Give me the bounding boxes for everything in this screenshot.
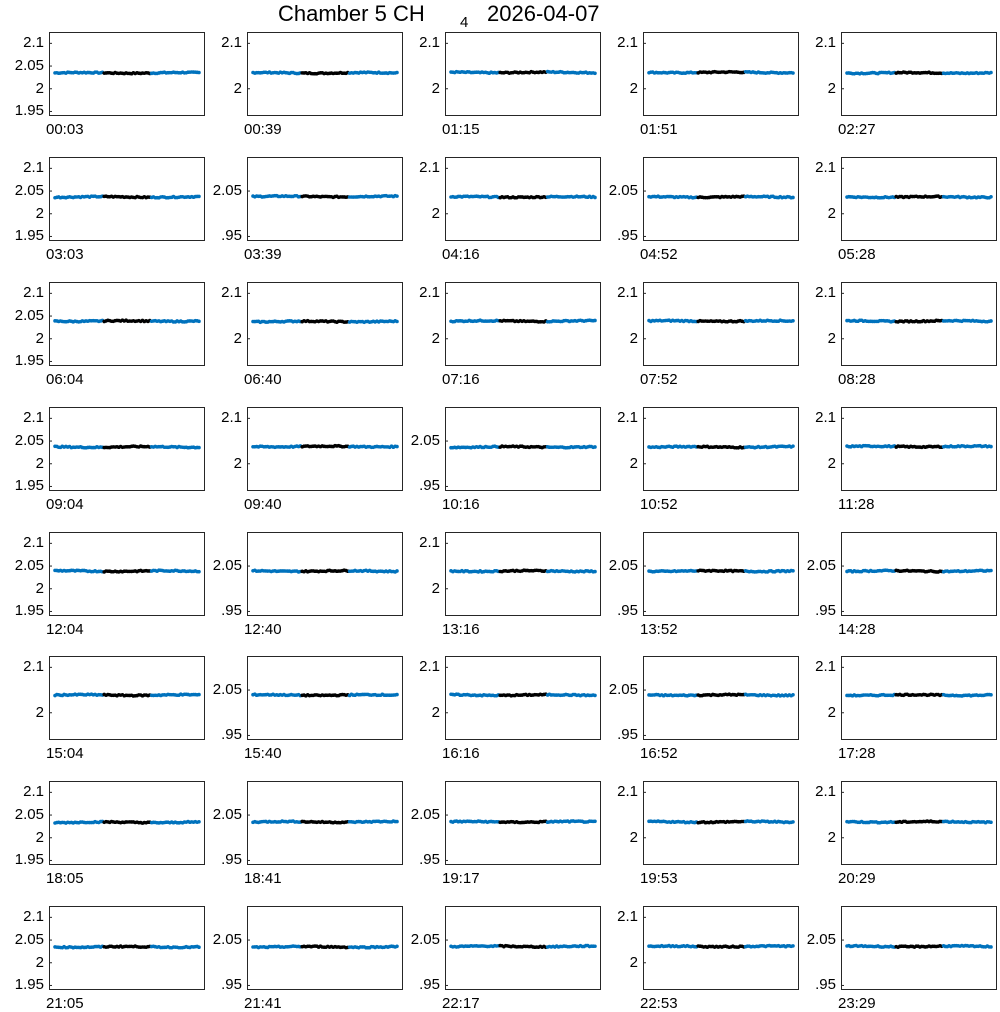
- subplot-axes: [643, 157, 799, 241]
- subplot-panel: [445, 157, 601, 241]
- y-tick-label: 2.1: [815, 34, 836, 52]
- subplot-axes: [49, 407, 205, 491]
- y-tick-label: .95: [815, 602, 836, 620]
- subplot-axes: [247, 656, 403, 740]
- subplot-panel: [841, 906, 997, 990]
- subplot-axes: [49, 906, 205, 990]
- data-point: [395, 71, 399, 75]
- y-tick-label: 2.1: [815, 409, 836, 427]
- subplot-time-label: 20:29: [838, 870, 876, 887]
- axes-frame: [842, 408, 997, 491]
- data-point: [989, 71, 993, 75]
- subplot-time-label: 01:51: [640, 121, 678, 138]
- y-tick-label: 2.1: [23, 159, 44, 177]
- data-point: [593, 445, 597, 449]
- data-point: [791, 444, 795, 448]
- subplot-time-label: 12:40: [244, 621, 282, 638]
- subplot-axes: [841, 656, 997, 740]
- subplot-axes: [49, 282, 205, 366]
- subplot-panel: [247, 656, 403, 740]
- subplot-panel: [643, 532, 799, 616]
- data-point: [593, 72, 597, 76]
- y-tick-label: 2.1: [617, 284, 638, 302]
- title-subscript: 4: [460, 14, 469, 31]
- subplot-panel: [841, 407, 997, 491]
- y-tick-label: 2: [629, 828, 638, 846]
- subplot-axes: [49, 532, 205, 616]
- y-tick-label: 2.1: [815, 658, 836, 676]
- axes-frame: [248, 158, 403, 241]
- y-tick-label: 2: [827, 204, 836, 222]
- y-tick-label: 2.05: [212, 806, 242, 824]
- y-tick-label: 2.05: [410, 432, 440, 450]
- subplot-time-label: 00:39: [244, 121, 282, 138]
- y-tick-label: 2.05: [608, 681, 638, 699]
- data-point: [989, 945, 993, 949]
- subplot-panel: [247, 781, 403, 865]
- subplot-axes: [643, 656, 799, 740]
- subplot-axes: [49, 656, 205, 740]
- subplot-time-label: 04:16: [442, 246, 480, 263]
- data-point: [593, 944, 597, 948]
- subplot-axes: [247, 32, 403, 116]
- axes-frame: [446, 533, 601, 616]
- axes-frame: [248, 283, 403, 366]
- subplot-time-label: 15:04: [46, 745, 84, 762]
- y-tick-label: 2.1: [23, 908, 44, 926]
- subplot-axes: [643, 781, 799, 865]
- subplot-panel: [49, 157, 205, 241]
- y-tick-label: 2.05: [806, 557, 836, 575]
- y-tick-label: 2: [431, 579, 440, 597]
- y-tick-label: 2: [827, 828, 836, 846]
- subplot-panel: [841, 532, 997, 616]
- subplot-time-label: 17:28: [838, 745, 876, 762]
- subplot-panel: [841, 781, 997, 865]
- subplot-time-label: 19:17: [442, 870, 480, 887]
- subplot-axes: [841, 532, 997, 616]
- y-tick-label: .95: [221, 227, 242, 245]
- y-tick-label: 2.05: [410, 806, 440, 824]
- subplot-axes: [445, 407, 601, 491]
- axes-frame: [248, 533, 403, 616]
- subplot-time-label: 10:16: [442, 496, 480, 513]
- subplot-time-label: 08:28: [838, 371, 876, 388]
- y-tick-label: .95: [617, 602, 638, 620]
- axes-frame: [644, 533, 799, 616]
- y-tick-label: 2.1: [221, 34, 242, 52]
- y-tick-label: .95: [617, 227, 638, 245]
- data-point: [989, 820, 993, 824]
- y-tick-label: .95: [419, 851, 440, 869]
- y-tick-label: 2: [233, 329, 242, 347]
- y-tick-label: 2.1: [815, 159, 836, 177]
- y-tick-label: 2.1: [23, 34, 44, 52]
- y-tick-label: 2.1: [221, 284, 242, 302]
- y-tick-label: 2.1: [23, 658, 44, 676]
- subplot-panel: [643, 157, 799, 241]
- y-tick-label: 2: [35, 579, 44, 597]
- y-tick-label: 2.1: [419, 534, 440, 552]
- subplot-axes: [841, 157, 997, 241]
- subplot-panel: [445, 407, 601, 491]
- subplot-panel: [445, 906, 601, 990]
- y-tick-label: 2: [35, 329, 44, 347]
- subplot-axes: [247, 781, 403, 865]
- data-point: [395, 194, 399, 198]
- subplot-axes: [643, 282, 799, 366]
- subplot-time-label: 21:05: [46, 995, 84, 1012]
- y-tick-label: .95: [221, 602, 242, 620]
- subplot-time-label: 05:28: [838, 246, 876, 263]
- subplot-time-label: 13:16: [442, 621, 480, 638]
- y-tick-label: 2: [35, 828, 44, 846]
- subplot-axes: [49, 781, 205, 865]
- y-tick-label: 2: [629, 329, 638, 347]
- y-tick-label: .95: [419, 976, 440, 994]
- subplot-time-label: 10:52: [640, 496, 678, 513]
- subplot-time-label: 21:41: [244, 995, 282, 1012]
- y-tick-label: 2.05: [14, 432, 44, 450]
- data-point: [989, 195, 993, 199]
- y-tick-label: 2.1: [617, 908, 638, 926]
- subplot-axes: [643, 532, 799, 616]
- y-tick-label: 1.95: [14, 851, 44, 869]
- subplot-panel: [445, 781, 601, 865]
- subplot-axes: [841, 282, 997, 366]
- title-date: 2026-04-07: [487, 1, 600, 26]
- subplot-time-label: 00:03: [46, 121, 84, 138]
- subplot-panel: [643, 407, 799, 491]
- subplot-time-label: 16:52: [640, 745, 678, 762]
- subplot-time-label: 01:15: [442, 121, 480, 138]
- subplot-time-label: 18:41: [244, 870, 282, 887]
- subplot-time-label: 09:40: [244, 496, 282, 513]
- subplot-axes: [247, 407, 403, 491]
- data-point: [989, 569, 993, 573]
- axes-frame: [842, 533, 997, 616]
- subplot-axes: [643, 32, 799, 116]
- y-tick-label: 2: [629, 79, 638, 97]
- y-tick-label: 2: [35, 79, 44, 97]
- y-tick-label: 2.1: [617, 409, 638, 427]
- data-point: [197, 446, 201, 450]
- y-tick-label: 1.95: [14, 602, 44, 620]
- subplot-time-label: 15:40: [244, 745, 282, 762]
- subplot-time-label: 22:53: [640, 995, 678, 1012]
- axes-frame: [50, 283, 205, 366]
- y-tick-label: 2.05: [608, 182, 638, 200]
- y-tick-label: 2.05: [212, 681, 242, 699]
- data-point: [395, 693, 399, 697]
- subplot-axes: [445, 32, 601, 116]
- y-tick-label: 2: [35, 454, 44, 472]
- y-tick-label: 2.1: [617, 783, 638, 801]
- data-point: [593, 820, 597, 824]
- y-tick-label: 2: [629, 454, 638, 472]
- y-tick-label: .95: [419, 477, 440, 495]
- subplot-panel: [49, 32, 205, 116]
- axes-frame: [842, 283, 997, 366]
- y-tick-label: 2: [431, 204, 440, 222]
- data-point: [791, 319, 795, 323]
- subplot-panel: [49, 407, 205, 491]
- y-tick-label: 1.95: [14, 976, 44, 994]
- subplot-axes: [445, 157, 601, 241]
- subplot-panel: [643, 906, 799, 990]
- y-tick-label: 2.05: [14, 57, 44, 75]
- y-tick-label: 2: [431, 703, 440, 721]
- y-tick-label: 2.1: [23, 534, 44, 552]
- data-point: [989, 693, 993, 697]
- subplot-panel: [841, 157, 997, 241]
- y-tick-label: .95: [815, 976, 836, 994]
- subplot-time-label: 04:52: [640, 246, 678, 263]
- subplot-panel: [643, 282, 799, 366]
- y-tick-label: 2: [35, 204, 44, 222]
- subplot-panel: [247, 532, 403, 616]
- y-tick-label: 1.95: [14, 477, 44, 495]
- subplot-axes: [445, 781, 601, 865]
- y-tick-label: 2.05: [14, 806, 44, 824]
- subplot-panel: [247, 282, 403, 366]
- subplot-axes: [247, 282, 403, 366]
- data-point: [989, 319, 993, 323]
- subplot-panel: [247, 32, 403, 116]
- y-tick-label: 1.95: [14, 102, 44, 120]
- y-tick-label: .95: [221, 976, 242, 994]
- y-tick-label: 2.1: [419, 34, 440, 52]
- data-point: [197, 71, 201, 75]
- y-tick-label: 2.1: [23, 783, 44, 801]
- subplot-panel: [841, 282, 997, 366]
- y-tick-label: 2: [629, 953, 638, 971]
- data-point: [395, 569, 399, 573]
- y-tick-label: 2: [233, 454, 242, 472]
- subplot-axes: [49, 157, 205, 241]
- subplot-panel: [643, 656, 799, 740]
- y-tick-label: 2.05: [608, 557, 638, 575]
- y-tick-label: 2.1: [617, 34, 638, 52]
- y-tick-label: 2.05: [14, 307, 44, 325]
- axes-frame: [50, 533, 205, 616]
- subplot-axes: [643, 407, 799, 491]
- subplot-panel: [247, 157, 403, 241]
- axes-frame: [50, 657, 205, 740]
- subplot-axes: [841, 906, 997, 990]
- subplot-time-label: 11:28: [838, 496, 875, 513]
- y-tick-label: 2.05: [212, 557, 242, 575]
- subplot-time-label: 03:39: [244, 246, 282, 263]
- subplot-time-label: 16:16: [442, 745, 480, 762]
- axes-frame: [248, 408, 403, 491]
- y-tick-label: 2.1: [815, 783, 836, 801]
- subplot-time-label: 19:53: [640, 870, 678, 887]
- y-tick-label: .95: [221, 851, 242, 869]
- subplot-time-label: 03:03: [46, 246, 84, 263]
- y-tick-label: 2: [233, 79, 242, 97]
- data-point: [395, 320, 399, 324]
- y-tick-label: 2.05: [14, 931, 44, 949]
- y-tick-label: 2.1: [815, 284, 836, 302]
- subplot-axes: [49, 32, 205, 116]
- y-tick-label: .95: [617, 726, 638, 744]
- subplot-time-label: 13:52: [640, 621, 678, 638]
- subplot-time-label: 07:52: [640, 371, 678, 388]
- subplot-time-label: 22:17: [442, 995, 480, 1012]
- y-tick-label: 2: [827, 454, 836, 472]
- y-tick-label: 2.05: [212, 931, 242, 949]
- axes-frame: [644, 657, 799, 740]
- data-point: [791, 71, 795, 75]
- subplot-time-label: 09:04: [46, 496, 84, 513]
- subplot-axes: [445, 282, 601, 366]
- y-tick-label: 2.05: [806, 931, 836, 949]
- subplot-panel: [445, 656, 601, 740]
- title-main: Chamber 5 CH: [278, 1, 425, 26]
- y-tick-label: 2: [827, 79, 836, 97]
- subplot-axes: [247, 532, 403, 616]
- subplot-panel: [445, 32, 601, 116]
- subplot-panel: [49, 532, 205, 616]
- y-tick-label: 2.05: [410, 931, 440, 949]
- subplot-axes: [643, 906, 799, 990]
- y-tick-label: 2.1: [221, 409, 242, 427]
- y-tick-label: 2.1: [23, 409, 44, 427]
- subplot-time-label: 02:27: [838, 121, 876, 138]
- axes-frame: [644, 408, 799, 491]
- y-tick-label: 2.1: [419, 658, 440, 676]
- subplot-axes: [445, 906, 601, 990]
- data-point: [791, 196, 795, 200]
- subplot-panel: [445, 532, 601, 616]
- axes-frame: [446, 283, 601, 366]
- subplot-axes: [445, 532, 601, 616]
- axes-frame: [842, 657, 997, 740]
- subplot-time-label: 07:16: [442, 371, 480, 388]
- y-tick-label: .95: [221, 726, 242, 744]
- data-point: [791, 820, 795, 824]
- subplot-panel: [643, 32, 799, 116]
- y-tick-label: 2: [827, 703, 836, 721]
- data-point: [197, 320, 201, 324]
- y-tick-label: 1.95: [14, 352, 44, 370]
- axes-frame: [248, 657, 403, 740]
- data-point: [791, 693, 795, 697]
- subplot-axes: [445, 656, 601, 740]
- axes-frame: [50, 408, 205, 491]
- y-tick-label: 2.05: [212, 182, 242, 200]
- subplot-axes: [247, 906, 403, 990]
- subplot-panel: [841, 656, 997, 740]
- subplot-panel: [49, 906, 205, 990]
- axes-frame: [446, 657, 601, 740]
- y-tick-label: 2: [431, 79, 440, 97]
- subplot-panel: [445, 282, 601, 366]
- y-tick-label: 1.95: [14, 227, 44, 245]
- subplot-axes: [841, 407, 997, 491]
- data-point: [593, 319, 597, 323]
- axes-frame: [446, 158, 601, 241]
- subplot-time-label: 18:05: [46, 870, 84, 887]
- axes-frame: [644, 283, 799, 366]
- subplot-time-label: 12:04: [46, 621, 84, 638]
- subplot-panel: [49, 781, 205, 865]
- y-tick-label: 2.1: [419, 284, 440, 302]
- y-tick-label: 2: [827, 329, 836, 347]
- subplot-axes: [247, 157, 403, 241]
- y-tick-label: 2.05: [14, 557, 44, 575]
- subplot-panel: [247, 407, 403, 491]
- subplot-axes: [841, 32, 997, 116]
- y-tick-label: 2.1: [419, 159, 440, 177]
- subplot-panel: [643, 781, 799, 865]
- y-tick-label: 2.05: [14, 182, 44, 200]
- y-tick-label: 2: [431, 329, 440, 347]
- subplot-time-label: 23:29: [838, 995, 876, 1012]
- y-tick-label: 2: [35, 953, 44, 971]
- subplot-axes: [841, 781, 997, 865]
- data-point: [989, 445, 993, 449]
- subplot-panel: [49, 282, 205, 366]
- subplot-panel: [49, 656, 205, 740]
- subplot-time-label: 14:28: [838, 621, 876, 638]
- y-tick-label: 2: [35, 703, 44, 721]
- subplot-time-label: 06:40: [244, 371, 282, 388]
- subplot-panel: [247, 906, 403, 990]
- subplot-time-label: 06:04: [46, 371, 84, 388]
- y-tick-label: 2.1: [23, 284, 44, 302]
- subplot-panel: [841, 32, 997, 116]
